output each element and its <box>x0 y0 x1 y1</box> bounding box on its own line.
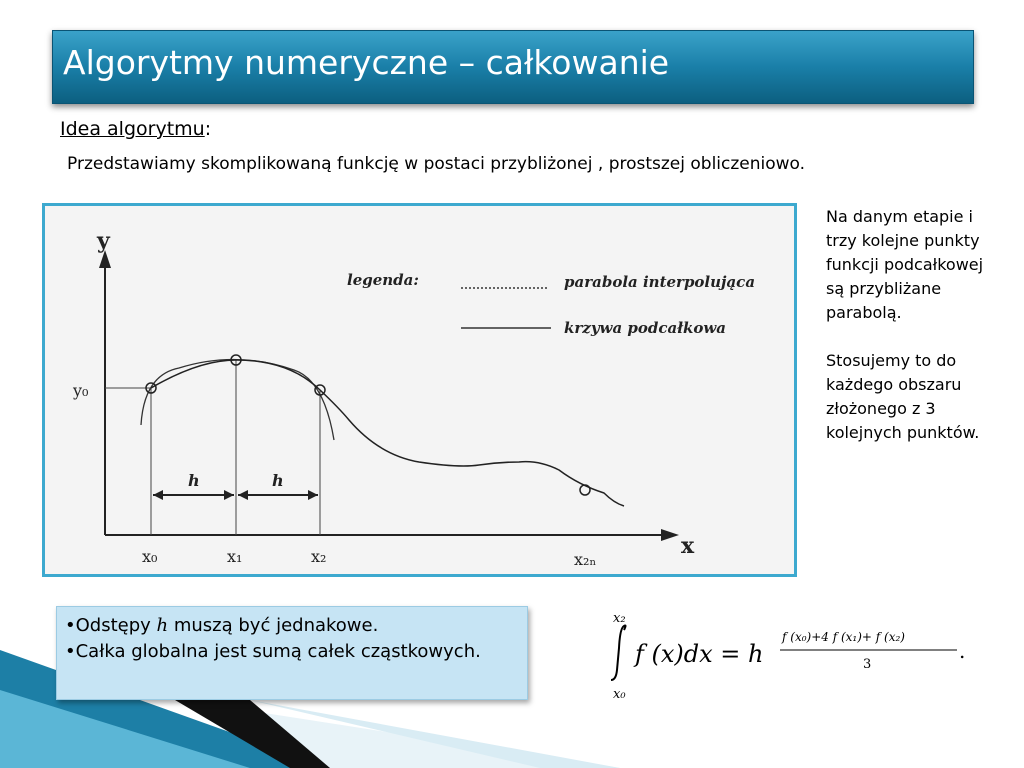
idea-colon: : <box>204 118 212 140</box>
h-arrow-2-left-head <box>238 490 248 500</box>
x2-label: x₂ <box>311 547 327 566</box>
page-title: Algorytmy numeryczne – całkowanie <box>63 43 670 82</box>
y0-label: y₀ <box>73 381 89 400</box>
x-axis-label: x <box>681 533 695 559</box>
formula-integrand: f (x)dx = h <box>635 640 764 668</box>
x0-label: x₀ <box>142 547 158 566</box>
h-label-2: h <box>272 471 284 490</box>
idea-heading-line <box>60 118 211 140</box>
figure-frame <box>42 203 797 577</box>
legend-title: legenda: <box>347 271 419 289</box>
side-note-paragraph-1: Na danym etapie i trzy kolejne punkty funkcji podcałkowej są przybliżane parabolą. <box>826 207 984 322</box>
y-axis-label: y <box>97 228 110 254</box>
h-arrow-2-right-head <box>308 490 318 500</box>
integral-sign <box>611 626 626 681</box>
x-axis-arrow <box>661 529 679 541</box>
h-label-1: h <box>188 471 200 490</box>
integration-diagram <box>49 210 792 572</box>
formula-lower-limit: x₀ <box>613 687 626 702</box>
formula-numerator: f (x₀)+4 f (x₁)+ f (x₂) <box>782 630 905 644</box>
idea-heading: Idea algorytmu <box>60 118 205 140</box>
bullet-1-post: muszą być jednakowe. <box>168 615 379 636</box>
bullet-1-italic: h <box>156 615 169 636</box>
simpson-formula <box>605 608 985 703</box>
bullet-2: •Całka globalna jest sumą całek cząstkowych. <box>65 641 481 662</box>
bullet-box <box>56 606 528 700</box>
bullet-1-pre: •Odstępy <box>65 615 157 636</box>
parabola-curve <box>141 359 334 440</box>
bullet-1 <box>65 613 519 639</box>
x2n-label: x₂ₙ <box>574 550 597 569</box>
side-note <box>826 205 1001 469</box>
x1-label: x₁ <box>227 547 243 566</box>
side-note-paragraph-2: Stosujemy to do każdego obszaru złożonego z 3 kolejnych punktów. <box>826 351 980 442</box>
formula-end: . <box>959 639 966 663</box>
integrand-curve <box>151 360 624 506</box>
legend-dotted-label: parabola interpolująca <box>564 273 756 291</box>
h-arrow-1-left-head <box>153 490 163 500</box>
formula-denominator: 3 <box>863 657 872 672</box>
h-arrow-1-right-head <box>224 490 234 500</box>
point-x2n <box>580 485 590 495</box>
title-bar <box>52 30 974 104</box>
intro-text: Przedstawiamy skomplikowaną funkcję w postaci przybliżonej , prostszej obliczeniowo. <box>67 154 806 174</box>
legend-solid-label: krzywa podcałkowa <box>564 319 727 337</box>
formula-upper-limit: x₂ <box>613 611 626 626</box>
